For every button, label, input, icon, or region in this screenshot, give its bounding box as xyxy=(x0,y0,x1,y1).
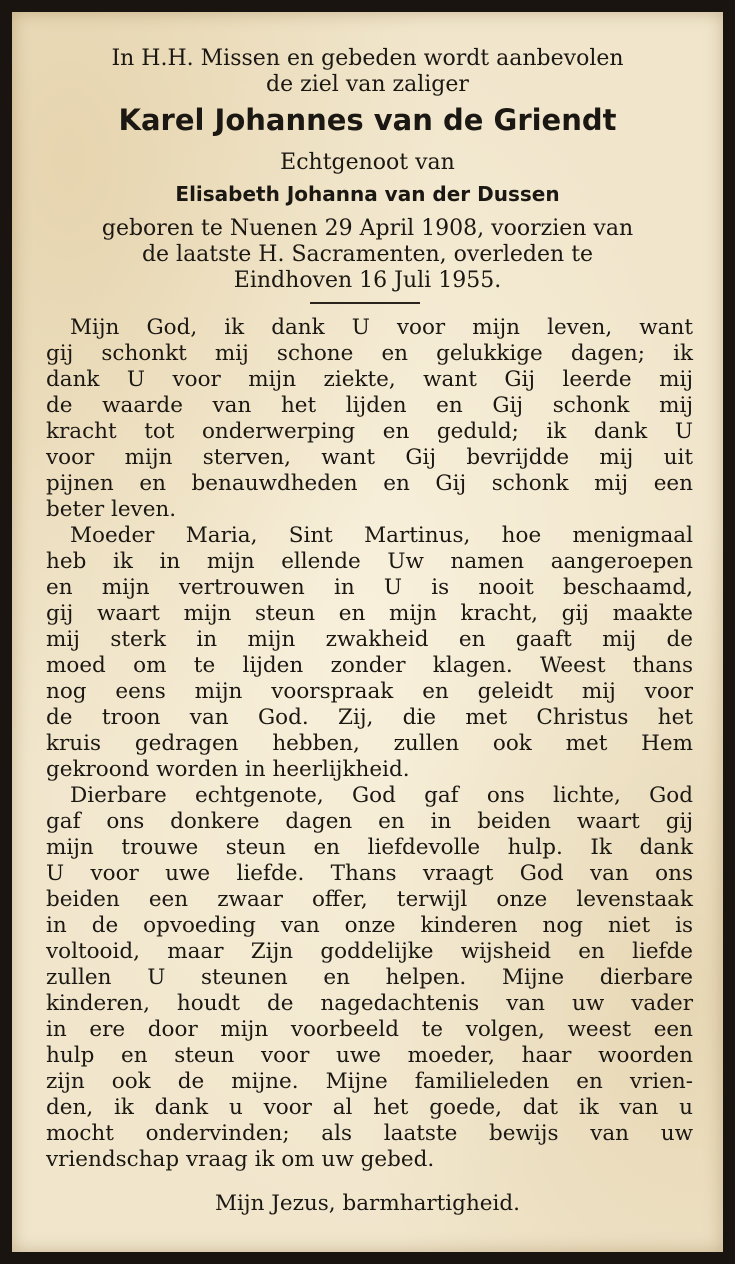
relation-line: Echtgenoot van xyxy=(280,150,455,175)
body-line: in de opvoeding van onze kinderen nog niet is xyxy=(46,913,693,938)
body-line: kracht tot onderwerping en geduld; ik dank U xyxy=(46,419,693,444)
body-line: in ere door mijn voorbeeld te volgen, weest een xyxy=(46,1017,693,1042)
body-line: mijn trouwe steun en liefdevolle hulp. Ik dank xyxy=(46,835,693,860)
body-line: dank U voor mijn ziekte, want Gij leerde mij xyxy=(46,367,693,392)
body-line: gaf ons donkere dagen en in beiden waart gij xyxy=(46,809,693,834)
deceased-name: Karel Johannes van de Griendt xyxy=(118,103,617,137)
body-line: zijn ook de mijne. Mijne familieleden en vrien- xyxy=(46,1069,693,1094)
body-line: de waarde van het lijden en Gij schonk mij xyxy=(46,393,693,418)
body-line: pijnen en benauwdheden en Gij schonk mij een xyxy=(46,471,693,496)
body-line: mij sterk in mijn zwakheid en gaaft mij de xyxy=(46,627,693,652)
body-line: gij schonkt mij schone en gelukkige dagen; ik xyxy=(46,341,693,366)
body-line: gij waart mijn steun en mijn kracht, gij maakte xyxy=(46,601,693,626)
body-line: Dierbare echtgenote, God gaf ons lichte, God xyxy=(70,783,693,808)
body-line: voor mijn sterven, want Gij bevrijdde mij uit xyxy=(46,445,693,470)
divider-rule xyxy=(310,302,420,304)
body-line: moed om te lijden zonder klagen. Weest thans xyxy=(46,653,693,678)
body-line: vriendschap vraag ik om uw gebed. xyxy=(46,1147,435,1172)
intro-line-2: de ziel van zaliger xyxy=(266,72,469,97)
body-line: hulp en steun voor uwe moeder, haar woorden xyxy=(46,1043,693,1068)
body-line: beter leven. xyxy=(46,497,177,522)
body-line: Mijn God, ik dank U voor mijn leven, want xyxy=(70,315,693,340)
body-line: heb ik in mijn ellende Uw namen aangeroepen xyxy=(46,549,693,574)
memorial-card xyxy=(12,12,723,1252)
body-line: mocht ondervinden; als laatste bewijs van uw xyxy=(46,1121,693,1146)
body-line: en mijn vertrouwen in U is nooit beschaamd, xyxy=(46,575,693,600)
body-line: voltooid, maar Zijn goddelijke wijsheid en liefde xyxy=(46,939,693,964)
body-line: den, ik dank u voor al het goede, dat ik van u xyxy=(46,1095,693,1120)
body-line: zullen U steunen en helpen. Mijne dierbare xyxy=(46,965,693,990)
body-line: beiden een zwaar offer, terwijl onze levenstaak xyxy=(46,887,693,912)
birth-line-1: geboren te Nuenen 29 April 1908, voorzien van xyxy=(101,216,634,241)
body-line: U voor uwe liefde. Thans vraagt God van ons xyxy=(46,861,693,886)
spouse-name: Elisabeth Johanna van der Dussen xyxy=(175,182,560,206)
body-line: nog eens mijn voorspraak en geleidt mij voor xyxy=(46,679,693,704)
body-line: Moeder Maria, Sint Martinus, hoe menigmaal xyxy=(70,523,693,548)
body-line: gekroond worden in heerlijkheid. xyxy=(46,757,410,782)
intro-line-1: In H.H. Missen en gebeden wordt aanbevolen xyxy=(111,46,624,71)
body-line: kruis gedragen hebben, zullen ook met Hem xyxy=(46,731,693,756)
body-line: kinderen, houdt de nagedachtenis van uw vader xyxy=(46,991,693,1016)
closing-prayer: Mijn Jezus, barmhartigheid. xyxy=(215,1191,520,1216)
birth-line-2: de laatste H. Sacramenten, overleden te xyxy=(141,242,594,267)
birth-line-3: Eindhoven 16 Juli 1955. xyxy=(233,268,502,293)
body-line: de troon van God. Zij, die met Christus het xyxy=(46,705,693,730)
